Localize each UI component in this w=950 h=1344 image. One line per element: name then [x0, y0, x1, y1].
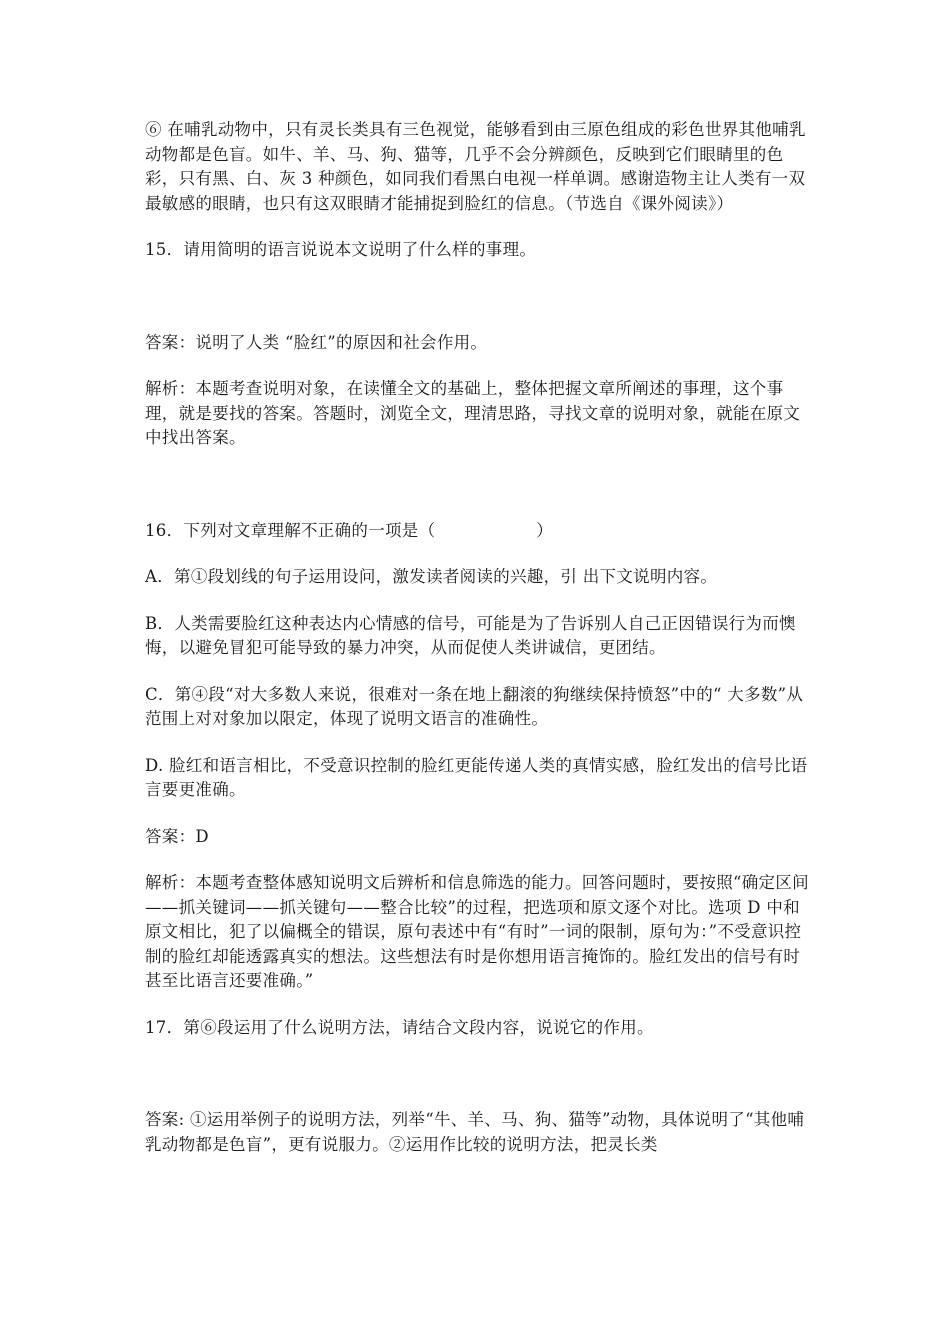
answer-space [145, 1040, 810, 1108]
spacer [145, 543, 810, 565]
spacer [145, 590, 810, 612]
answer-space [145, 263, 810, 331]
question-15: 15．请用简明的语言说说本文说明了什么样的事理。 [145, 240, 537, 259]
passage-paragraph-6: ⑥ 在哺乳动物中，只有灵长类具有三色视觉，能够看到由三原色组成的彩色世界其他哺乳动物都是色盲。如牛、羊、马、狗、猫等，几乎不会分辨颜色，反映到它们眼睛里的色彩，只有黑、白、灰 3 种颜色，如同我们看黑白电视一样单调。感谢造物主让人类有一双最敏感的眼睛，也只有这双眼睛才能捕捉到脸红的信息。（节选自《课外阅读》） [145, 120, 806, 213]
spacer [145, 732, 810, 754]
option-d: D. 脸红和语言相比，不受意识控制的脸红更能传递人类的真情实感，脸红发出的信号比语言要更准确。 [145, 755, 808, 799]
option-b: B．人类需要脸红这种表达内心情感的信号，可能是为了告诉别人自己正因错误行为而懊悔，以避免冒犯可能导致的暴力冲突，从而促使人类讲诚信，更团结。 [145, 613, 796, 657]
spacer [145, 994, 810, 1016]
spacer [145, 803, 810, 825]
document-page [145, 118, 810, 1157]
spacer [145, 216, 810, 238]
analysis-15: 解析：本题考查说明对象，在读懂全文的基础上，整体把握文章所阐述的事理，这个事理，就是要找的答案。答题时，浏览全文，理清思路，寻找文章的说明对象，就能在原文中找出答案。 [145, 379, 801, 447]
spacer [145, 661, 810, 683]
question-16: 16．下列对文章理解不正确的一项是（ ） [145, 520, 553, 540]
option-c: C．第④段“对大多数人来说，很难对一条在地上翻滚的狗继续保持愤怒”中的“ 大多数”从范围上对对象加以限定，体现了说明文语言的准确性。 [145, 684, 804, 728]
answer-17: 答案: ①运用举例子的说明方法，列举“牛、羊、马、狗、猫等”动物，具体说明了“其他哺乳动物都是色盲”，更有说服力。②运用作比较的说明方法，把灵长类 [145, 1110, 805, 1154]
spacer [145, 451, 810, 519]
answer-16: 答案：D [145, 826, 209, 846]
option-a: A．第①段划线的句子运用设问，激发读者阅读的兴趣，引 出下文说明内容。 [145, 567, 718, 586]
question-17: 17．第⑥段运用了什么说明方法，请结合文段内容，说说它的作用。 [145, 1017, 654, 1037]
analysis-16: 解析：本题考查整体感知说明文后辨析和信息筛选的能力。回答问题时，要按照“确定区间——抓关键词——抓关键句——整合比较”的过程，把选项和原文逐个对比。选项 D 中和原文相比，犯了以偏概全的错误，原句表述中有“有时”一词的限制，原句为：”不受意识控制的脸红却能透露真实的想法。这些想法有时是你想用语言掩饰的。脸红发出的信号有时甚至比语言还要准确。” [145, 873, 809, 990]
spacer [145, 355, 810, 377]
spacer [145, 849, 810, 871]
answer-15: 答案：说明了人类 “脸红”的原因和社会作用。 [145, 332, 488, 352]
